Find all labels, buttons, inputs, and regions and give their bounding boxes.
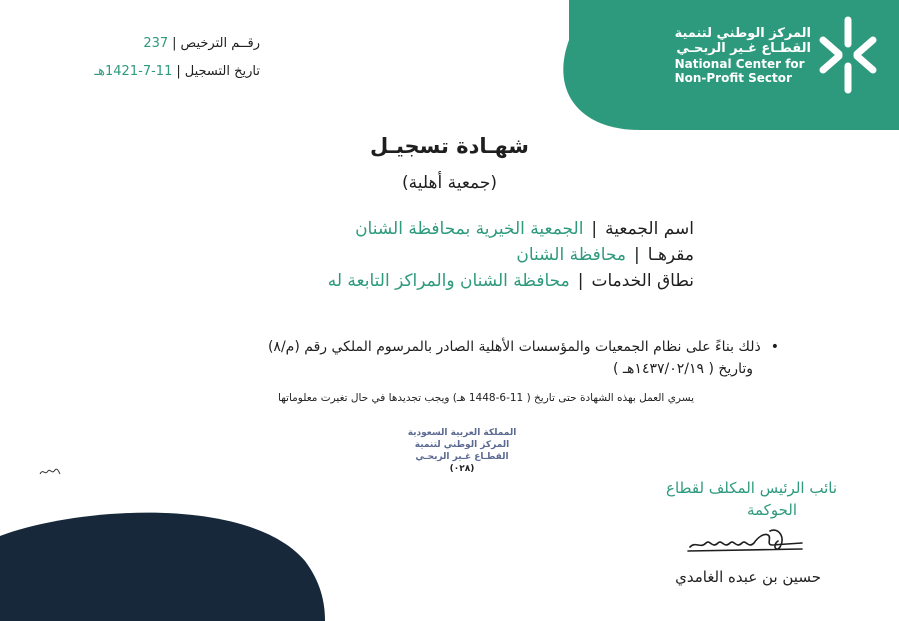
bullet-icon: •: [770, 339, 779, 355]
association-details: [214, 216, 694, 294]
license-number-row: رقــم الترخيص|237: [143, 36, 260, 51]
license-info: [60, 30, 260, 86]
registration-date-row: تاريخ التسجيل|11-7-1421هـ: [94, 64, 260, 79]
certificate-title: شهـادة تسجيـل: [370, 134, 529, 158]
association-seat-value: محافظة الشنان: [516, 245, 627, 265]
association-name-label: اسم الجمعية: [605, 219, 694, 239]
stamp-line2: المركز الوطني لتنمية: [414, 440, 510, 450]
association-seat-row: مقرهـا|محافظة الشنان: [516, 245, 694, 265]
registration-date-value: 11-7-1421هـ: [94, 64, 173, 79]
association-seat-label: مقرهـا: [647, 245, 694, 265]
legal-basis-line2: وتاريخ ( ١٤٣٧/٠٢/١٩هـ ): [613, 361, 753, 377]
service-scope-row: نطاق الخدمات|محافظة الشنان والمراكز التابعة له: [327, 271, 694, 291]
signatory-title-line1: نائب الرئيس المكلف لقطاع: [666, 479, 837, 497]
validity-note: يسري العمل بهذه الشهادة حتى تاريخ ( 11-6-1448 هـ) ويجب تجديدها في حال تغيرت معلوماتها: [278, 392, 694, 404]
signer-name: حسين بن عبده الغامدي: [675, 568, 821, 586]
organization-logo-text: [675, 26, 811, 85]
license-number-label: رقــم الترخيص: [180, 36, 260, 51]
logo-english-line2: Non-Profit Sector: [674, 70, 792, 85]
signatory-title: [617, 477, 837, 521]
ncnp-asterisk-logo-icon: [815, 14, 881, 96]
handwritten-initials: [38, 464, 62, 478]
certificate-subtitle: (جمعية أهلية): [401, 173, 497, 193]
license-number-value: 237: [143, 36, 169, 51]
footer-decoration: [0, 481, 330, 621]
association-name-value: الجمعية الخيرية بمحافظة الشنان: [355, 219, 584, 239]
stamp-line4: (٠٢٨): [449, 464, 475, 474]
legal-basis-line1: •ذلك بناءً على نظام الجمعيات والمؤسسات الأهلية الصادر بالمرسوم الملكي رقم (م/٨): [267, 339, 779, 355]
official-stamp: [397, 427, 527, 475]
legal-basis: [99, 336, 779, 380]
stamp-line3: القطـاع غـير الربحـي: [415, 452, 509, 462]
handwritten-signature: [686, 523, 806, 559]
stamp-line1: المملكة العربية السعودية: [407, 428, 517, 438]
logo-english-line1: National Center for: [674, 56, 805, 71]
logo-arabic-line1: المركز الوطني لتنمية: [674, 26, 811, 41]
signatory-title-line2: الحوكمة: [746, 501, 797, 519]
association-name-row: اسم الجمعية|الجمعية الخيرية بمحافظة الشنان: [355, 219, 694, 239]
service-scope-label: نطاق الخدمات: [591, 271, 694, 291]
registration-date-label: تاريخ التسجيل: [184, 64, 260, 79]
logo-arabic-line2: القطـاع غـير الربحـي: [676, 41, 811, 57]
service-scope-value: محافظة الشنان والمراكز التابعة له: [327, 271, 570, 291]
